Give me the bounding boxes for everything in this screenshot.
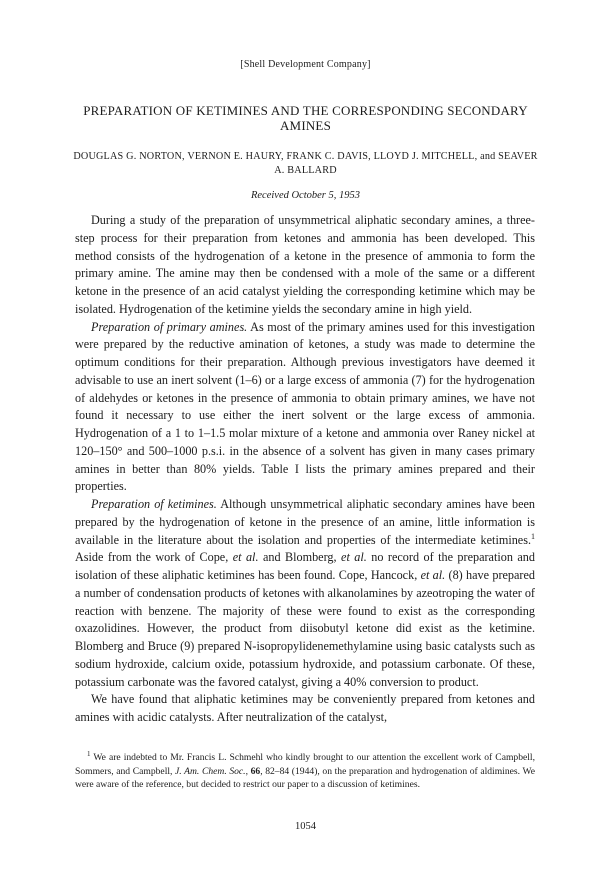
journal-name: J. Am. Chem. Soc. — [175, 765, 246, 777]
paper-title: PREPARATION OF KETIMINES AND THE CORRESPONDING SECONDARY AMINES — [83, 103, 528, 133]
section-heading-ketimines: Preparation of ketimines. — [91, 497, 217, 511]
paragraph-text: As most of the primary amines used for this investigation were prepared by the reductive amination of ketones, a study was made to determine the optimum conditions for their preparation. Although previous investigators have deemed it advisable to use an inert solvent (1–6) or a large excess of ammonia (7) for the hydrogenation of aldehydes or ketones in the presence of ammonia to obtain primary amines, we have not found it necessary to use either the inert solvent or the large excess of ammonia. Hydrogenation of a 1 to 1–1.5 molar mixture of a ketone and ammonia over Raney nickel at 120–150° and 500–1000 p.s.i. in the absence of a solvent has given in many cases primary amines in better than 80% yields. Table I lists the primary amines prepared and their properties. — [75, 319, 535, 494]
et-al: et al. — [420, 568, 446, 582]
paragraph-text: no record of the preparation and isolation of these aliphatic ketimines has been found. Cope, Hancock, — [75, 550, 535, 582]
author-list: DOUGLAS G. NORTON, VERNON E. HAURY, FRANK C. DAVIS, LLOYD J. MITCHELL, and SEAVER A. BALLARD — [73, 151, 538, 176]
page-number: 1054 — [295, 821, 316, 832]
footnote-text: , 82–84 (1944), on the preparation and hydrogenation of aldimines. We were aware of the reference, but decided to restrict our paper to a discussion of ketimines. — [75, 765, 536, 791]
et-al: et al. — [341, 550, 367, 565]
paragraph-ketimines — [75, 496, 535, 691]
paragraph-intro: During a study of the preparation of unsymmetrical aliphatic secondary amines, a three-step process for their preparation from ketones and ammonia has been developed. This method consists of the hydrogenation of a ketone in the presence of ammonia to form the primary amine. The amine may then be condensed with a mole of the same or a different ketone in the presence of an acid catalyst yielding the corresponding ketimine which may be isolated. Hydrogenation of the ketimine yields the secondary amine in high yield. — [75, 213, 535, 316]
footnote-text: We are indebted to Mr. Francis L. Schmehl who kindly brought to our attention the excellent work of Campbell, Sommers, and Campbell, — [75, 752, 535, 777]
footnote: $^1$ We are indebted to Mr. Francis L. Schmehl who kindly brought to our attention the excellent work of Campbell, Sommers, and Campbell, J. Am. Chem. Soc., 66, 82–84 (1944), on the preparation and hydrogenation of aldimines. We were aware of the reference, but decided to restrict our paper to a discussion of ketimines. — [75, 749, 536, 791]
body-text — [75, 212, 535, 727]
section-heading-primary-amines: Preparation of primary amines. — [91, 319, 248, 334]
footnote-mark: 1 — [87, 749, 91, 758]
paragraph-text: Although unsymmetrical aliphatic secondary amines have been prepared by the hydrogenation of ketone in the presence of an amine, little information is available in the literature about the isolation and properties of the intermediate ketimines. — [75, 497, 535, 547]
journal-volume: 66 — [250, 765, 261, 777]
paragraph-text: Aside from the work of Cope, — [75, 550, 233, 565]
paragraph-primary-amines — [75, 319, 535, 497]
footnote-reference: 1 — [531, 531, 535, 541]
et-al: et al. — [232, 550, 259, 565]
affiliation-line: [Shell Development Company] — [240, 59, 371, 70]
paragraph-text: (8) have prepared a number of condensation products of ketones with alkanolamines by azeotroping the water of reaction with benzene. The majority of these were found to exist as the corresponding oxazolidines. However, the product from diisobutyl ketone did exist as the ketimine. Blomberg and Bruce (9) prepared N-isopropylidenemethylamine using basic catalysts such as sodium hydroxide, calcium oxide, potassium hydroxide, and potassium carbonate. Of these, potassium carbonate was the favored catalyst, giving a 40% conversion to product. — [75, 568, 535, 689]
paragraph-text: and Blomberg, — [258, 550, 342, 565]
paragraph-continuation: We have found that aliphatic ketimines may be conveniently prepared from ketones and amines with acidic catalysts. After neutralization of the catalyst, — [75, 692, 535, 724]
received-date: Received October 5, 1953 — [250, 190, 361, 201]
